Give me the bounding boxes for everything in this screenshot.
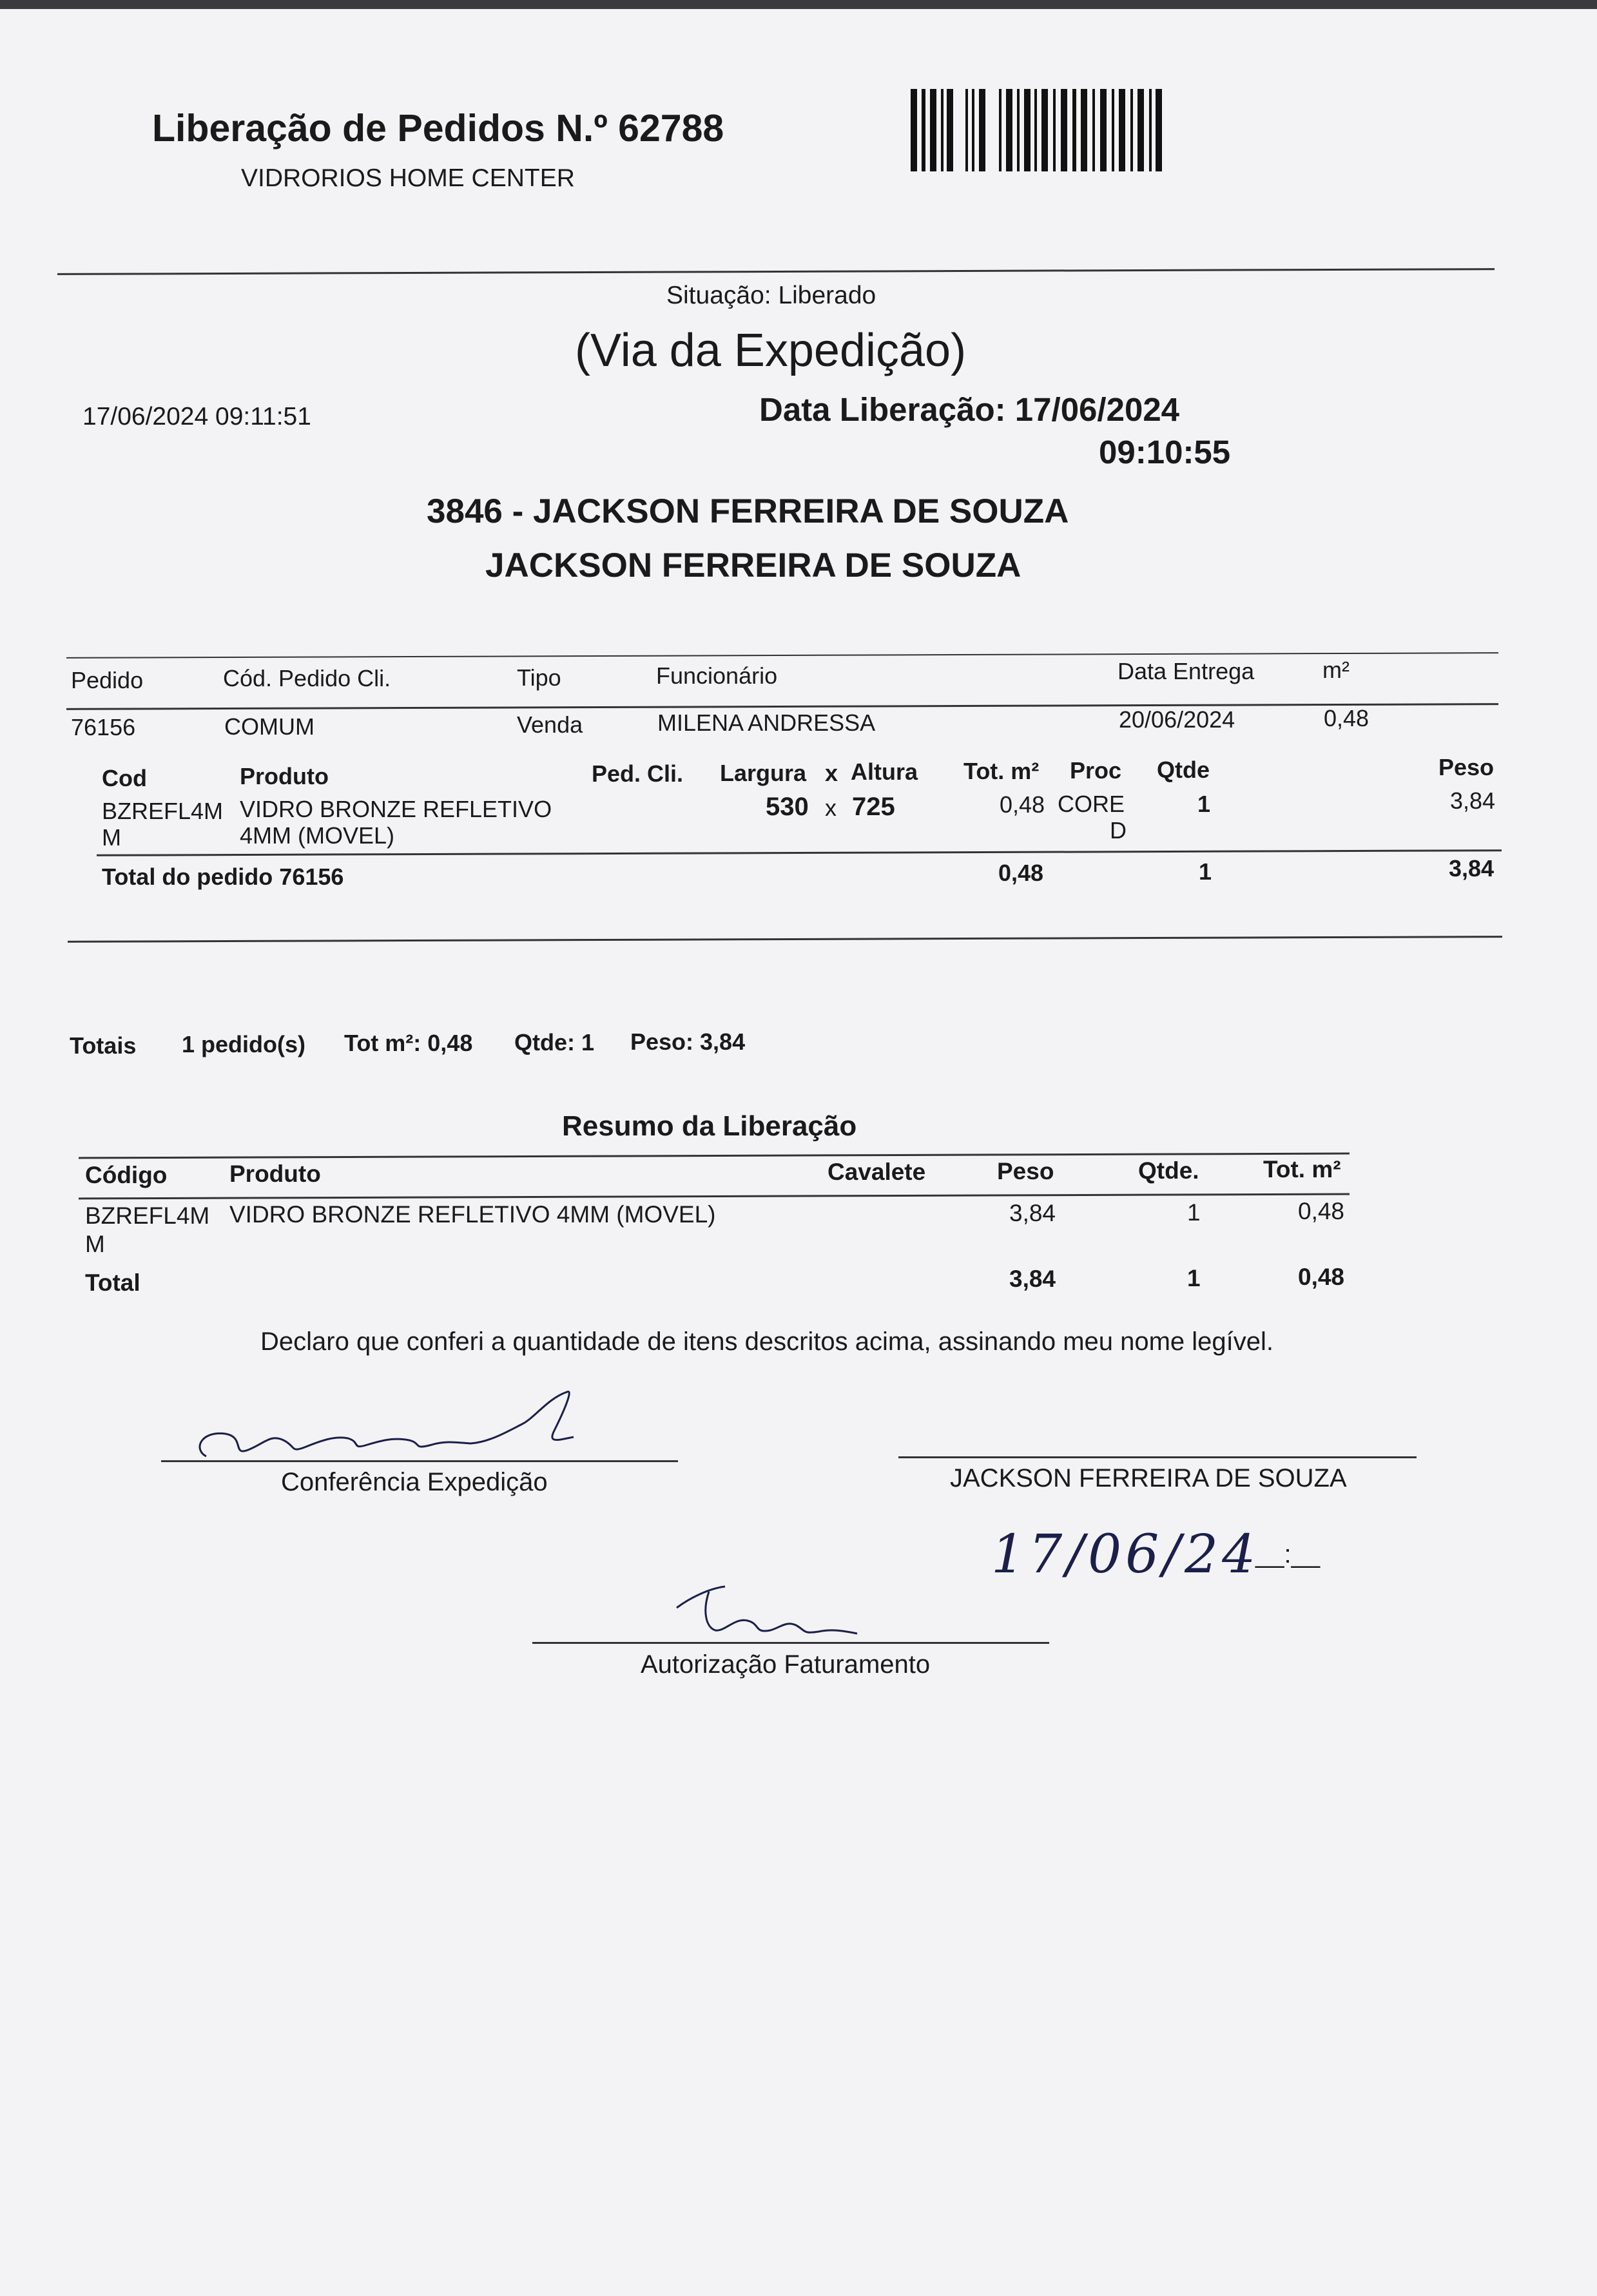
resumo-header-peso: Peso	[997, 1158, 1054, 1184]
resumo-header-qtde: Qtde.	[1138, 1157, 1199, 1184]
order-funcionario: MILENA ANDRESSA	[657, 709, 876, 736]
resumo-header-cavalete: Cavalete	[828, 1159, 926, 1185]
cliente-signature-line	[898, 1456, 1417, 1458]
order-data-entrega: 20/06/2024	[1119, 706, 1235, 733]
items-total-label: Total do pedido 76156	[102, 863, 344, 890]
item-proc-line-2: D	[1110, 817, 1127, 844]
item-largura: 530	[766, 793, 809, 821]
item-produto-line-2: 4MM (MOVEL)	[240, 822, 395, 849]
totals-qtde: Qtde: 1	[514, 1029, 595, 1056]
item-proc-line-1: CORE	[1058, 791, 1125, 817]
totals-label: Totais	[70, 1032, 137, 1059]
resumo-produto: VIDRO BRONZE REFLETIVO 4MM (MOVEL)	[229, 1201, 716, 1228]
resumo-codigo-line-2: M	[85, 1231, 105, 1257]
resumo-header-rule	[79, 1193, 1350, 1200]
conferencia-signature-line	[161, 1460, 678, 1462]
items-total-qtde: 1	[1199, 858, 1212, 885]
print-datetime: 17/06/2024 09:11:51	[82, 403, 311, 430]
item-header-qtde: Qtde	[1157, 757, 1210, 783]
item-header-peso: Peso	[1438, 754, 1495, 780]
order-table-bottom-rule	[68, 936, 1502, 943]
liberacao-date: Data Liberação: 17/06/2024	[759, 391, 1180, 428]
autorizacao-signature-scribble	[664, 1572, 883, 1643]
resumo-total-label: Total	[85, 1269, 140, 1296]
header-cod-pedido-cli: Cód. Pedido Cli.	[223, 665, 391, 691]
resumo-total-qtde: 1	[1187, 1265, 1201, 1291]
resumo-title: Resumo da Liberação	[562, 1110, 857, 1142]
totals-peso: Peso: 3,84	[630, 1028, 746, 1055]
company-name: VIDRORIOS HOME CENTER	[241, 164, 575, 192]
resumo-codigo-line-1: BZREFL4M	[85, 1202, 210, 1229]
order-cod-pedido-cli: COMUM	[224, 713, 315, 740]
item-header-tot-m2: Tot. m²	[963, 758, 1040, 784]
item-header-produto: Produto	[240, 763, 329, 789]
resumo-tot-m2: 0,48	[1298, 1198, 1345, 1224]
items-total-rule	[97, 849, 1502, 856]
item-altura: 725	[852, 793, 895, 821]
conferencia-label: Conferência Expedição	[281, 1468, 548, 1496]
barcode-icon	[911, 89, 1162, 171]
item-header-proc: Proc	[1070, 757, 1122, 784]
status-situacao: Situação: Liberado	[666, 282, 876, 309]
resumo-header-tot-m2: Tot. m²	[1263, 1156, 1341, 1182]
items-total-tot-m2: 0,48	[998, 860, 1044, 886]
items-total-peso: 3,84	[1449, 855, 1495, 882]
item-header-x: x	[825, 760, 838, 786]
autorizacao-label: Autorização Faturamento	[641, 1650, 931, 1679]
item-qtde: 1	[1197, 791, 1211, 817]
declaration-text: Declaro que conferi a quantidade de itens descritos acima, assinando meu nome legível.	[260, 1327, 1274, 1356]
document-title: Liberação de Pedidos N.º 62788	[152, 107, 724, 150]
scan-edge	[0, 0, 1597, 9]
via-label: (Via da Expedição)	[575, 325, 967, 376]
conferencia-signature-scribble	[187, 1385, 638, 1469]
cliente-name: JACKSON FERREIRA DE SOUZA	[950, 1464, 1347, 1492]
order-pedido: 76156	[71, 714, 136, 740]
divider	[57, 268, 1495, 275]
header-data-entrega: Data Entrega	[1118, 658, 1255, 684]
item-header-cod: Cod	[102, 765, 147, 791]
resumo-header-produto: Produto	[229, 1161, 321, 1187]
customer-line-1: 3846 - JACKSON FERREIRA DE SOUZA	[427, 492, 1069, 530]
liberacao-time: 09:10:55	[1099, 434, 1231, 470]
order-tipo: Venda	[517, 711, 583, 738]
header-m2: m²	[1322, 657, 1350, 683]
resumo-peso: 3,84	[1009, 1200, 1056, 1226]
autorizacao-signature-line	[532, 1642, 1049, 1644]
totals-tot-m2: Tot m²: 0,48	[344, 1030, 473, 1056]
resumo-qtde: 1	[1187, 1199, 1201, 1226]
resumo-total-tot-m2: 0,48	[1298, 1264, 1345, 1290]
header-pedido: Pedido	[71, 667, 144, 693]
resumo-header-codigo: Código	[85, 1162, 168, 1188]
item-produto-line-1: VIDRO BRONZE REFLETIVO	[240, 796, 552, 822]
item-header-ped-cli: Ped. Cli.	[592, 760, 684, 787]
item-tot-m2: 0,48	[1000, 791, 1045, 818]
item-cod-line-1: BZREFL4M	[102, 798, 224, 824]
totals-pedidos: 1 pedido(s)	[182, 1031, 306, 1057]
item-header-altura: Altura	[851, 758, 918, 785]
time-blank: __:__	[1255, 1540, 1321, 1568]
header-tipo: Tipo	[517, 664, 561, 691]
item-peso: 3,84	[1450, 787, 1496, 814]
resumo-total-peso: 3,84	[1009, 1266, 1056, 1292]
item-x: x	[825, 795, 837, 821]
order-table-top-rule	[66, 652, 1498, 659]
header-funcionario: Funcionário	[656, 662, 778, 689]
handwritten-date: 17/06/24	[991, 1524, 1260, 1585]
customer-line-2: JACKSON FERREIRA DE SOUZA	[485, 546, 1021, 584]
item-cod-line-2: M	[102, 824, 121, 851]
order-m2: 0,48	[1324, 705, 1370, 731]
item-header-largura: Largura	[720, 760, 807, 786]
